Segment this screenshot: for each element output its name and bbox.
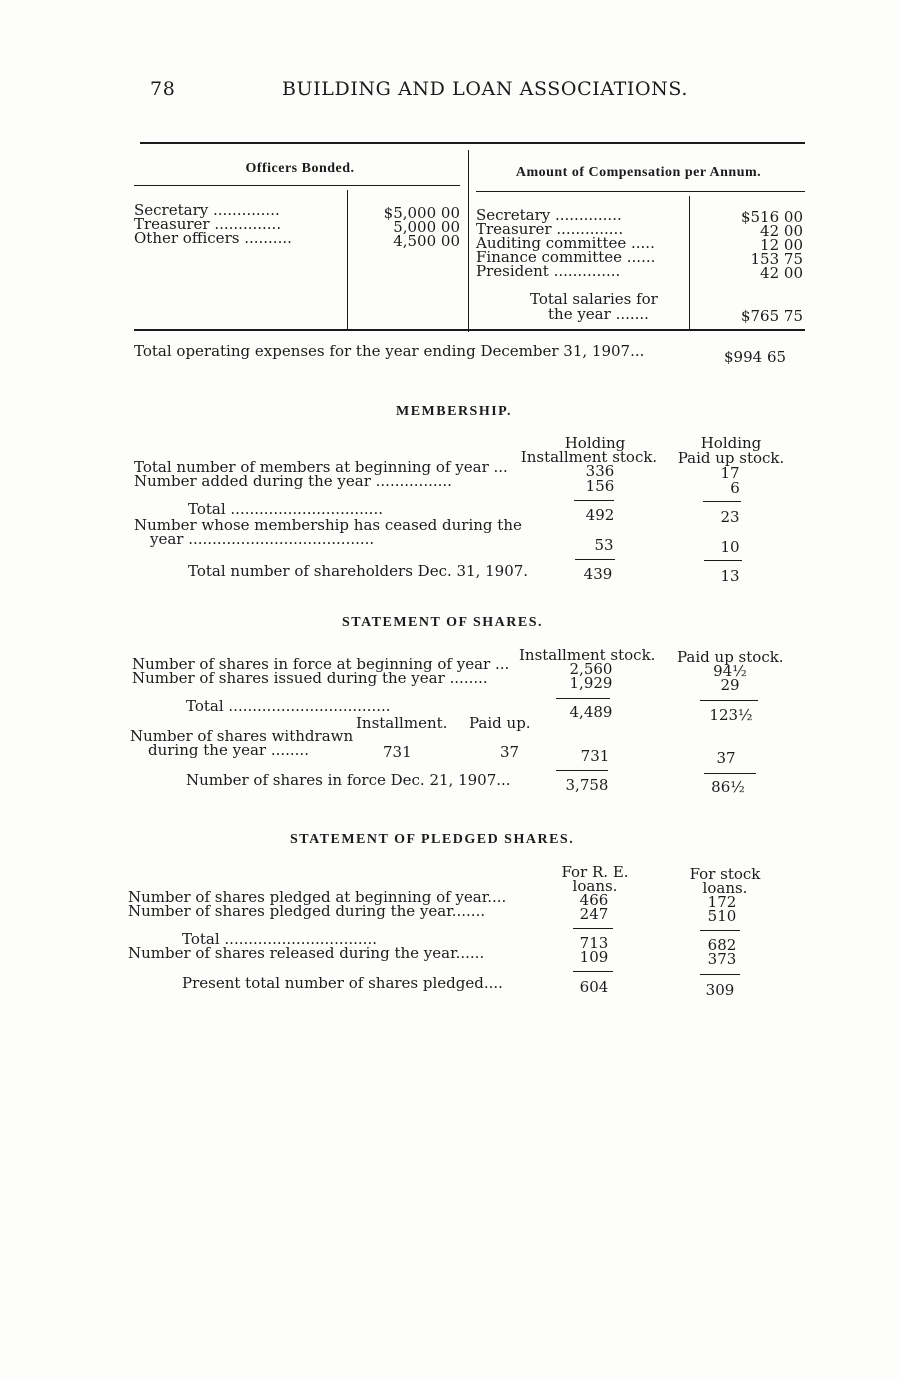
- sum-rule: [703, 501, 741, 502]
- operating-expenses-amount: $994 65: [724, 348, 787, 366]
- value-cell: 336: [585, 462, 615, 480]
- row-label: Number of shares withdrawn: [130, 727, 354, 745]
- value-cell: 53: [594, 536, 614, 554]
- value-cell: 17: [720, 464, 740, 482]
- value-cell: 123½: [709, 706, 753, 724]
- operating-expenses-label: Total operating expenses for the year ending December 31, 1907...: [134, 342, 645, 360]
- compensation-column-divider: [689, 196, 690, 330]
- bonded-label: Secretary ..............: [134, 201, 280, 219]
- column-head: For R. E.: [561, 863, 629, 881]
- pledged-title: STATEMENT OF PLEDGED SHARES.: [290, 832, 575, 847]
- sum-rule: [573, 971, 613, 972]
- row-label: Number of shares in force at beginning of year ...: [132, 655, 510, 673]
- value-cell: 156: [585, 477, 615, 495]
- row-label: Number whose membership has ceased during the: [134, 516, 522, 534]
- total-salaries-label-cont: the year .......: [548, 305, 649, 323]
- value-cell: 1,929: [569, 674, 613, 692]
- value-cell: 510: [707, 907, 737, 925]
- row-label: Present total number of shares pledged....: [182, 974, 503, 992]
- shares-title: STATEMENT OF SHARES.: [342, 615, 544, 630]
- sum-rule: [704, 773, 756, 774]
- table-center-divider: [468, 150, 469, 332]
- bonded-amount: $5,000 00: [383, 204, 460, 222]
- total-salaries-label: Total salaries for: [530, 290, 658, 308]
- value-cell: 172: [707, 893, 737, 911]
- sum-rule: [700, 974, 740, 975]
- row-label: Number of shares pledged during the year.......: [128, 902, 486, 920]
- column-head: Holding: [700, 434, 762, 452]
- value-cell: 37: [716, 749, 736, 767]
- row-label: Number of shares released during the year......: [128, 944, 485, 962]
- bonded-amount: 4,500 00: [393, 232, 460, 250]
- row-label-cont: during the year ........: [148, 741, 309, 759]
- compensation-amount: 12 00: [760, 236, 803, 254]
- value-cell: 731: [580, 747, 610, 765]
- value-cell: 23: [720, 508, 740, 526]
- sub-column-head: Paid up.: [469, 714, 531, 732]
- column-head: loans.: [572, 877, 618, 895]
- value-cell: 713: [579, 934, 609, 952]
- compensation-amount: 42 00: [760, 222, 803, 240]
- sum-rule: [575, 559, 615, 560]
- row-label-cont: year .......................................: [150, 530, 375, 548]
- column-head: Paid up stock.: [677, 648, 784, 666]
- compensation-label: Auditing committee .....: [476, 234, 655, 252]
- sum-rule: [704, 560, 742, 561]
- column-head: For stock: [689, 865, 761, 883]
- column-head: Paid up stock.: [677, 449, 785, 467]
- compensation-amount: $516 00: [740, 208, 803, 226]
- value-cell: 6: [730, 479, 740, 497]
- column-head: Installment stock.: [519, 646, 656, 664]
- bonded-label: Other officers ..........: [134, 229, 292, 247]
- value-cell: 3,758: [565, 776, 609, 794]
- sum-rule: [556, 770, 608, 771]
- compensation-amount: 42 00: [760, 264, 803, 282]
- row-label: Number of shares in force Dec. 21, 1907...: [186, 771, 511, 789]
- column-head: loans.: [702, 879, 748, 897]
- value-cell: 439: [583, 565, 613, 583]
- compensation-label: President ..............: [476, 262, 621, 280]
- value-cell: 86½: [711, 778, 745, 796]
- compensation-heading: Amount of Compensation per Annum.: [515, 165, 762, 180]
- value-cell: 94½: [713, 662, 747, 680]
- value-cell: 4,489: [569, 703, 613, 721]
- sum-rule: [574, 500, 614, 501]
- sum-rule: [700, 930, 740, 931]
- compensation-amount: 153 75: [750, 250, 803, 268]
- compensation-label: Treasurer ..............: [476, 220, 624, 238]
- row-label: Total ................................: [182, 930, 377, 948]
- sub-column-head: Installment.: [356, 714, 448, 732]
- value-cell: 492: [585, 506, 615, 524]
- value-cell: 13: [720, 567, 740, 585]
- page-number: 78: [150, 78, 176, 100]
- value-cell: 731: [383, 743, 412, 761]
- left-heading-rule: [134, 185, 460, 186]
- value-cell: 309: [705, 981, 735, 999]
- row-label: Total ..................................: [186, 697, 391, 715]
- sum-rule: [700, 700, 758, 701]
- total-salaries-amount: $765 75: [740, 307, 803, 325]
- table-bottom-rule: [134, 329, 805, 331]
- value-cell: 2,560: [569, 660, 613, 678]
- row-label: Total number of shareholders Dec. 31, 1907.: [188, 562, 529, 580]
- right-heading-rule: [476, 191, 805, 192]
- compensation-label: Secretary ..............: [476, 206, 622, 224]
- table-top-rule: [140, 142, 805, 144]
- running-title: BUILDING AND LOAN ASSOCIATIONS.: [282, 78, 688, 100]
- value-cell: 373: [707, 950, 737, 968]
- bonded-label: Treasurer ..............: [134, 215, 282, 233]
- sum-rule: [556, 698, 610, 699]
- value-cell: 247: [579, 905, 609, 923]
- officers-bonded-heading: Officers Bonded.: [245, 161, 355, 176]
- row-label: Number of shares issued during the year ........: [132, 669, 488, 687]
- column-head: Holding: [564, 434, 626, 452]
- row-label: Number added during the year ................: [134, 472, 452, 490]
- value-cell: 604: [579, 978, 609, 996]
- value-cell: 37: [500, 743, 520, 761]
- value-cell: 682: [707, 936, 737, 954]
- value-cell: 29: [720, 676, 740, 694]
- value-cell: 466: [579, 891, 609, 909]
- value-cell: 109: [579, 948, 609, 966]
- column-head: Installment stock.: [520, 448, 658, 466]
- row-label: Total ................................: [188, 500, 383, 518]
- membership-title: MEMBERSHIP.: [396, 404, 512, 419]
- bonded-amount: 5,000 00: [393, 218, 460, 236]
- value-cell: 10: [720, 538, 740, 556]
- sum-rule: [573, 928, 613, 929]
- row-label: Total number of members at beginning of year ...: [134, 458, 508, 476]
- compensation-label: Finance committee ......: [476, 248, 656, 266]
- bonded-column-divider: [347, 190, 348, 330]
- row-label: Number of shares pledged at beginning of year....: [128, 888, 507, 906]
